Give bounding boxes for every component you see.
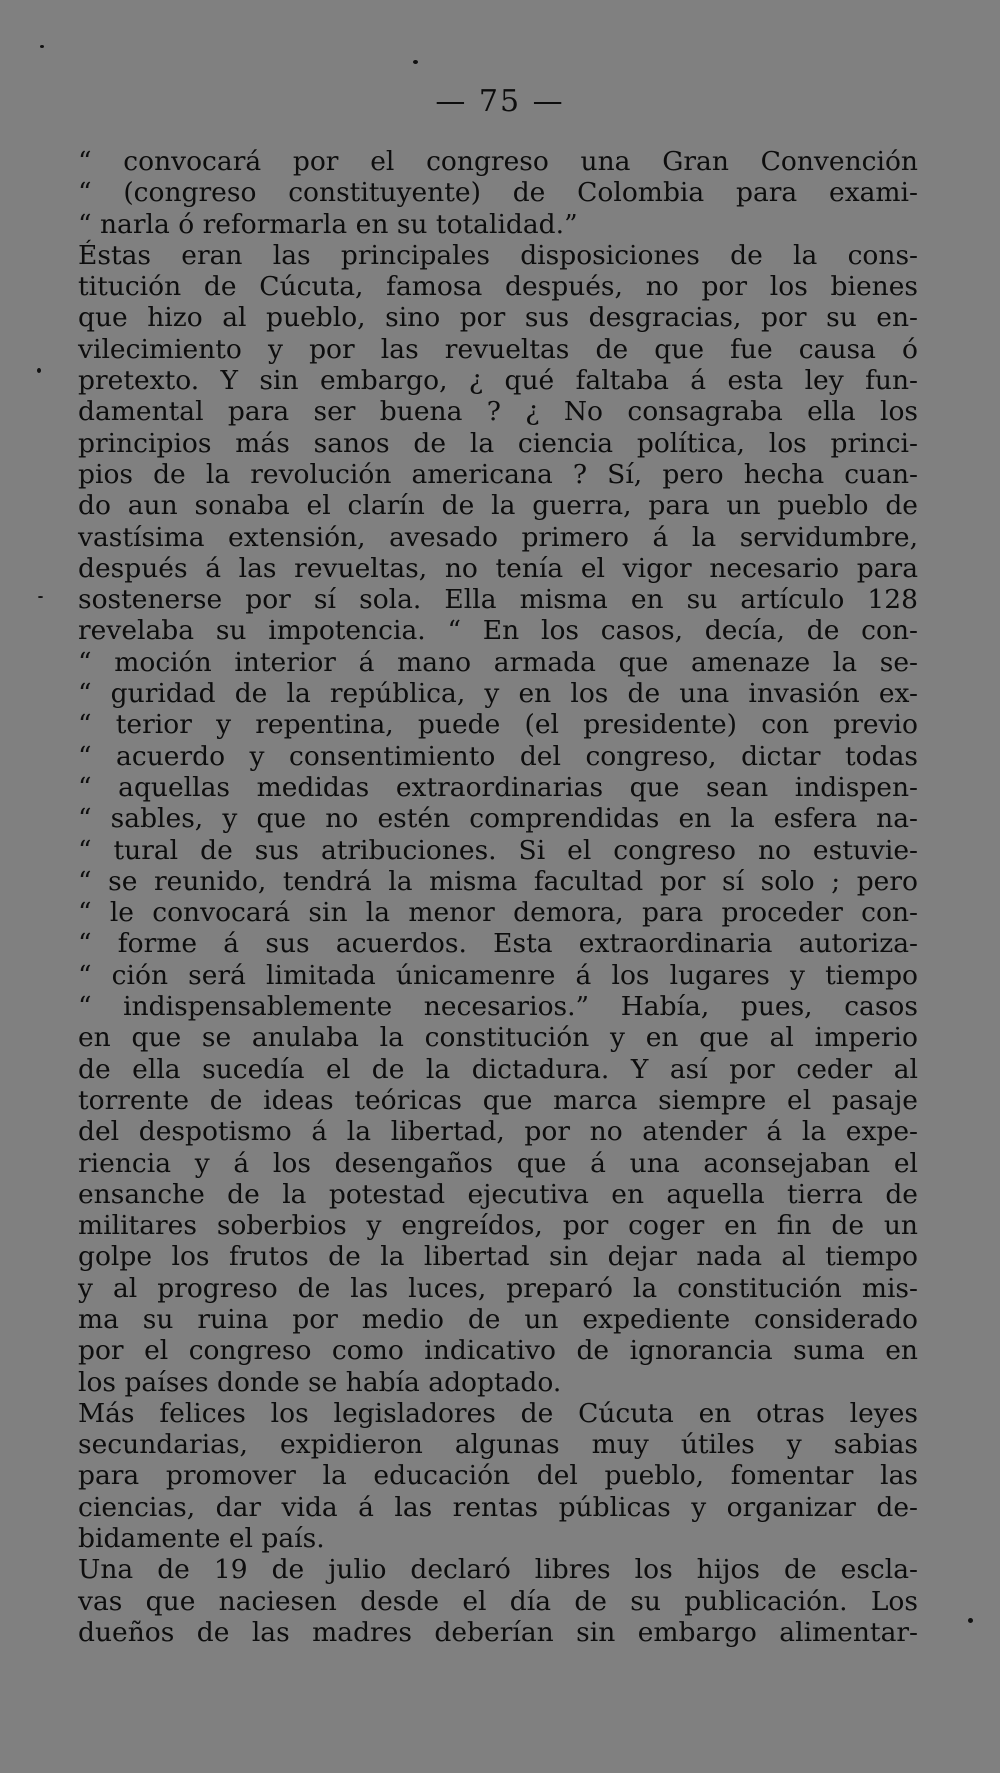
text-line: “ narla ó reformarla en su totalidad.” (78, 208, 578, 240)
text-line: ensanche de la potestad ejecutiva en aquella tierra de (78, 1178, 918, 1210)
text-line: principios más sanos de la ciencia política, los princi- (78, 427, 918, 459)
text-line: “ aquellas medidas extraordinarias que sean indispen- (78, 771, 918, 803)
text-line: Una de 19 de julio declaró libres los hijos de escla- (78, 1554, 918, 1586)
text-line: titución de Cúcuta, famosa después, no por los bienes (78, 271, 918, 303)
text-line: vastísima extensión, avesado primero á la servidumbre, (78, 521, 918, 553)
text-line: “ guridad de la república, y en los de una invasión ex- (78, 678, 918, 710)
text-line: “ acuerdo y consentimiento del congreso, dictar todas (78, 740, 918, 772)
text-line: del despotismo á la libertad, por no atender á la expe- (78, 1116, 918, 1148)
text-line: que hizo al pueblo, sino por sus desgracias, por su en- (78, 302, 918, 334)
text-line: en que se anulaba la constitución y en que al imperio (78, 1022, 918, 1054)
text-line: por el congreso como indicativo de ignorancia suma en (78, 1335, 918, 1367)
text-line: “ se reunido, tendrá la misma facultad por sí solo ; pero (78, 865, 918, 897)
print-speck (968, 1618, 973, 1623)
body-text (78, 146, 918, 1648)
text-line: dueños de las madres deberían sin embargo alimentar- (78, 1616, 918, 1648)
text-line: para promover la educación del pueblo, fomentar las (78, 1460, 918, 1492)
text-line: “ tural de sus atribuciones. Si el congreso no estuvie- (78, 834, 918, 866)
text-line: “ convocará por el congreso una Gran Convención (78, 146, 918, 177)
text-line: ciencias, dar vida á las rentas públicas y organizar de- (78, 1491, 918, 1523)
text-line: damental para ser buena ? ¿ No consagraba ella los (78, 396, 918, 428)
text-line: “ indispensablemente necesarios.” Había, pues, casos (78, 991, 918, 1023)
text-line: después á las revueltas, no tenía el vigor necesario para (78, 552, 918, 584)
text-line: “ le convocará sin la menor demora, para proceder con- (78, 897, 918, 929)
text-line: “ terior y repentina, puede (el presidente) con previo (78, 709, 918, 741)
text-line: y al progreso de las luces, preparó la constitución mis- (78, 1272, 918, 1304)
text-line: militares soberbios y engreídos, por coger en fin de un (78, 1210, 918, 1242)
print-speck (37, 368, 41, 373)
text-line: torrente de ideas teóricas que marca siempre el pasaje (78, 1084, 918, 1116)
text-line: vas que naciesen desde el día de su publicación. Los (78, 1585, 918, 1617)
text-line: pretexto. Y sin embargo, ¿ qué faltaba á esta ley fun- (78, 365, 918, 397)
print-speck (413, 60, 418, 64)
text-line: bidamente el país. (78, 1523, 325, 1555)
text-line: revelaba su impotencia. “ En los casos, decía, de con- (78, 615, 918, 647)
text-line: Éstas eran las principales disposiciones de la cons- (78, 239, 918, 271)
text-line: sostenerse por sí sola. Ella misma en su artículo 128 (78, 584, 918, 616)
text-line: pios de la revolución americana ? Sí, pero hecha cuan- (78, 458, 918, 490)
page-number: — 75 — (435, 84, 565, 119)
text-line: “ (congreso constituyente) de Colombia para exami- (78, 177, 918, 209)
text-line: vilecimiento y por las revueltas de que fue causa ó (78, 333, 918, 365)
text-line: “ ción será limitada únicamenre á los lugares y tiempo (78, 959, 918, 991)
text-line: riencia y á los desengaños que á una aconsejaban el (78, 1147, 918, 1179)
text-line: de ella sucedía el de la dictadura. Y así por ceder al (78, 1053, 918, 1085)
text-line: “ forme á sus acuerdos. Esta extraordinaria autoriza- (78, 928, 918, 960)
print-speck (38, 596, 43, 598)
text-line: “ sables, y que no estén comprendidas en la esfera na- (78, 803, 918, 835)
text-line: secundarias, expidieron algunas muy útiles y sabias (78, 1429, 918, 1461)
text-line: golpe los frutos de la libertad sin dejar nada al tiempo (78, 1241, 918, 1273)
text-line: Más felices los legisladores de Cúcuta en otras leyes (78, 1397, 918, 1429)
text-line: ma su ruina por medio de un expediente considerado (78, 1303, 918, 1335)
text-line: “ moción interior á mano armada que amenaze la se- (78, 646, 918, 678)
text-line: los países donde se había adoptado. (78, 1366, 562, 1398)
text-line: do aun sonaba el clarín de la guerra, para un pueblo de (78, 490, 918, 522)
print-speck (40, 45, 44, 48)
